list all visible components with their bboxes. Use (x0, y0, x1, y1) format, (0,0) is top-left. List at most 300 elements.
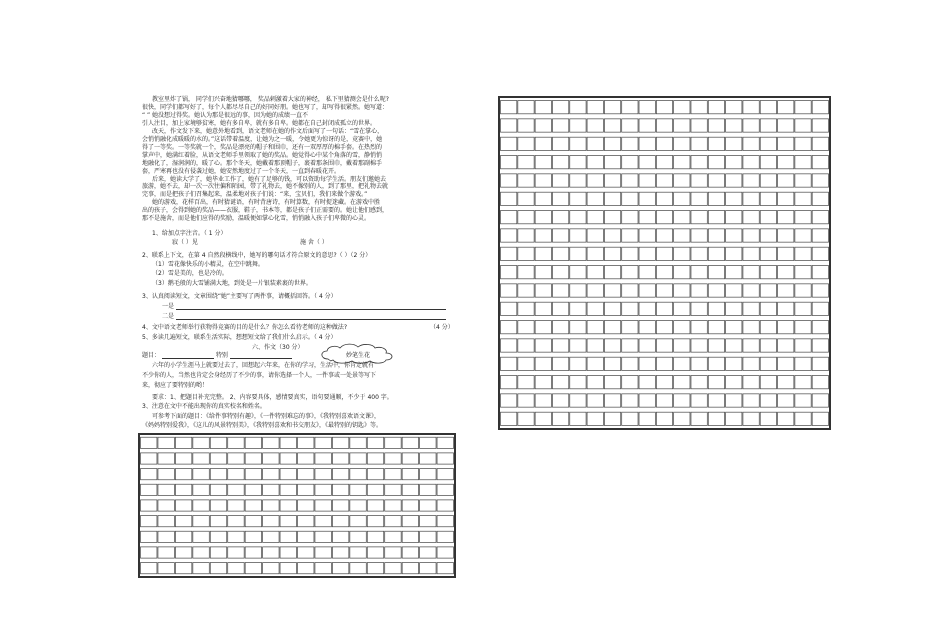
grid-cell[interactable] (263, 563, 279, 574)
grid-cell[interactable] (622, 119, 638, 132)
grid-cell[interactable] (760, 412, 776, 425)
writing-grid-left[interactable] (138, 433, 456, 578)
grid-cell[interactable] (245, 516, 261, 527)
grid-cell[interactable] (245, 484, 261, 495)
grid-cell[interactable] (315, 484, 331, 495)
grid-cell[interactable] (622, 137, 638, 150)
grid-cell[interactable] (552, 101, 568, 114)
grid-cell[interactable] (743, 119, 759, 132)
grid-cell[interactable] (604, 101, 620, 114)
grid-cell[interactable] (175, 547, 191, 558)
grid-cell[interactable] (518, 302, 534, 315)
grid-cell[interactable] (420, 453, 436, 464)
grid-cell[interactable] (674, 211, 690, 224)
grid-cell[interactable] (141, 469, 157, 480)
grid-cell[interactable] (280, 531, 296, 542)
grid-cell[interactable] (795, 321, 811, 334)
grid-cell[interactable] (158, 453, 174, 464)
grid-cell[interactable] (587, 266, 603, 279)
grid-cell[interactable] (402, 563, 418, 574)
grid-cell[interactable] (518, 412, 534, 425)
grid-cell[interactable] (332, 500, 348, 511)
grid-cell[interactable] (639, 321, 655, 334)
grid-cell[interactable] (639, 412, 655, 425)
grid-cell[interactable] (193, 531, 209, 542)
grid-cell[interactable] (743, 302, 759, 315)
grid-cell[interactable] (587, 137, 603, 150)
grid-cell[interactable] (141, 547, 157, 558)
grid-cell[interactable] (778, 247, 794, 260)
grid-cell[interactable] (691, 339, 707, 352)
grid-cell[interactable] (778, 339, 794, 352)
grid-cell[interactable] (332, 437, 348, 448)
grid-cell[interactable] (298, 500, 314, 511)
grid-cell[interactable] (795, 247, 811, 260)
grid-cell[interactable] (726, 211, 742, 224)
grid-cell[interactable] (587, 119, 603, 132)
grid-cell[interactable] (402, 516, 418, 527)
grid-cell[interactable] (367, 531, 383, 542)
grid-cell[interactable] (639, 357, 655, 370)
grid-cell[interactable] (812, 247, 828, 260)
grid-cell[interactable] (420, 547, 436, 558)
grid-cell[interactable] (726, 376, 742, 389)
grid-cell[interactable] (552, 137, 568, 150)
grid-cell[interactable] (656, 321, 672, 334)
grid-cell[interactable] (691, 247, 707, 260)
grid-cell[interactable] (587, 339, 603, 352)
grid-cell[interactable] (778, 284, 794, 297)
grid-cell[interactable] (622, 302, 638, 315)
grid-cell[interactable] (708, 119, 724, 132)
grid-cell[interactable] (743, 266, 759, 279)
grid-cell[interactable] (570, 192, 586, 205)
grid-cell[interactable] (587, 302, 603, 315)
grid-cell[interactable] (587, 247, 603, 260)
answer-line[interactable] (176, 319, 446, 320)
grid-cell[interactable] (778, 376, 794, 389)
grid-cell[interactable] (587, 321, 603, 334)
grid-cell[interactable] (726, 302, 742, 315)
grid-cell[interactable] (656, 174, 672, 187)
grid-cell[interactable] (587, 357, 603, 370)
grid-cell[interactable] (501, 284, 517, 297)
grid-cell[interactable] (726, 192, 742, 205)
grid-cell[interactable] (228, 453, 244, 464)
grid-cell[interactable] (210, 531, 226, 542)
grid-cell[interactable] (778, 174, 794, 187)
grid-cell[interactable] (604, 174, 620, 187)
grid-cell[interactable] (622, 266, 638, 279)
grid-cell[interactable] (726, 357, 742, 370)
grid-cell[interactable] (812, 229, 828, 242)
grid-cell[interactable] (760, 339, 776, 352)
grid-cell[interactable] (402, 547, 418, 558)
grid-cell[interactable] (420, 484, 436, 495)
grid-cell[interactable] (743, 156, 759, 169)
grid-cell[interactable] (795, 192, 811, 205)
grid-cell[interactable] (604, 156, 620, 169)
grid-cell[interactable] (501, 266, 517, 279)
grid-cell[interactable] (604, 321, 620, 334)
grid-cell[interactable] (691, 101, 707, 114)
grid-cell[interactable] (298, 547, 314, 558)
grid-cell[interactable] (778, 266, 794, 279)
grid-cell[interactable] (245, 531, 261, 542)
grid-cell[interactable] (795, 412, 811, 425)
grid-cell[interactable] (604, 229, 620, 242)
grid-cell[interactable] (760, 174, 776, 187)
grid-cell[interactable] (795, 119, 811, 132)
grid-cell[interactable] (708, 357, 724, 370)
grid-cell[interactable] (812, 119, 828, 132)
grid-cell[interactable] (691, 174, 707, 187)
grid-cell[interactable] (795, 302, 811, 315)
grid-cell[interactable] (760, 229, 776, 242)
grid-cell[interactable] (708, 394, 724, 407)
writing-grid-right[interactable] (498, 96, 831, 430)
grid-cell[interactable] (552, 119, 568, 132)
grid-cell[interactable] (639, 119, 655, 132)
grid-cell[interactable] (552, 357, 568, 370)
grid-cell[interactable] (760, 247, 776, 260)
grid-cell[interactable] (587, 211, 603, 224)
grid-cell[interactable] (812, 357, 828, 370)
grid-cell[interactable] (708, 412, 724, 425)
grid-cell[interactable] (385, 437, 401, 448)
grid-cell[interactable] (193, 547, 209, 558)
grid-cell[interactable] (639, 229, 655, 242)
grid-cell[interactable] (535, 156, 551, 169)
grid-cell[interactable] (812, 284, 828, 297)
grid-cell[interactable] (812, 266, 828, 279)
grid-cell[interactable] (228, 531, 244, 542)
grid-cell[interactable] (437, 531, 453, 542)
grid-cell[interactable] (726, 412, 742, 425)
grid-cell[interactable] (332, 453, 348, 464)
grid-cell[interactable] (639, 211, 655, 224)
grid-cell[interactable] (228, 437, 244, 448)
grid-cell[interactable] (708, 156, 724, 169)
grid-cell[interactable] (552, 229, 568, 242)
grid-cell[interactable] (639, 339, 655, 352)
grid-cell[interactable] (402, 484, 418, 495)
grid-cell[interactable] (726, 394, 742, 407)
grid-cell[interactable] (350, 516, 366, 527)
grid-cell[interactable] (437, 547, 453, 558)
grid-cell[interactable] (778, 412, 794, 425)
grid-cell[interactable] (141, 531, 157, 542)
grid-cell[interactable] (437, 469, 453, 480)
grid-cell[interactable] (332, 516, 348, 527)
grid-cell[interactable] (367, 500, 383, 511)
grid-cell[interactable] (691, 376, 707, 389)
grid-cell[interactable] (760, 302, 776, 315)
grid-cell[interactable] (315, 453, 331, 464)
grid-cell[interactable] (175, 563, 191, 574)
grid-cell[interactable] (726, 119, 742, 132)
grid-cell[interactable] (535, 266, 551, 279)
grid-cell[interactable] (795, 394, 811, 407)
grid-cell[interactable] (210, 484, 226, 495)
title-blank-2[interactable] (230, 358, 292, 359)
grid-cell[interactable] (141, 500, 157, 511)
grid-cell[interactable] (367, 437, 383, 448)
grid-cell[interactable] (552, 321, 568, 334)
grid-cell[interactable] (639, 394, 655, 407)
grid-cell[interactable] (501, 357, 517, 370)
grid-cell[interactable] (587, 192, 603, 205)
grid-cell[interactable] (501, 101, 517, 114)
grid-cell[interactable] (350, 547, 366, 558)
grid-cell[interactable] (385, 500, 401, 511)
grid-cell[interactable] (350, 500, 366, 511)
grid-cell[interactable] (552, 302, 568, 315)
title-blank[interactable] (162, 358, 214, 359)
grid-cell[interactable] (518, 357, 534, 370)
grid-cell[interactable] (656, 284, 672, 297)
grid-cell[interactable] (193, 484, 209, 495)
grid-cell[interactable] (656, 137, 672, 150)
grid-cell[interactable] (795, 339, 811, 352)
grid-cell[interactable] (604, 119, 620, 132)
grid-cell[interactable] (674, 284, 690, 297)
grid-cell[interactable] (587, 174, 603, 187)
grid-cell[interactable] (141, 453, 157, 464)
grid-cell[interactable] (518, 229, 534, 242)
grid-cell[interactable] (760, 266, 776, 279)
grid-cell[interactable] (552, 266, 568, 279)
grid-cell[interactable] (298, 437, 314, 448)
grid-cell[interactable] (385, 453, 401, 464)
grid-cell[interactable] (639, 247, 655, 260)
grid-cell[interactable] (570, 302, 586, 315)
grid-cell[interactable] (656, 247, 672, 260)
grid-cell[interactable] (570, 174, 586, 187)
grid-cell[interactable] (656, 192, 672, 205)
grid-cell[interactable] (420, 563, 436, 574)
grid-cell[interactable] (298, 531, 314, 542)
grid-cell[interactable] (367, 547, 383, 558)
grid-cell[interactable] (263, 516, 279, 527)
grid-cell[interactable] (812, 302, 828, 315)
grid-cell[interactable] (158, 500, 174, 511)
grid-cell[interactable] (778, 192, 794, 205)
grid-cell[interactable] (622, 284, 638, 297)
grid-cell[interactable] (760, 321, 776, 334)
grid-cell[interactable] (604, 339, 620, 352)
grid-cell[interactable] (812, 192, 828, 205)
grid-cell[interactable] (778, 211, 794, 224)
grid-cell[interactable] (570, 266, 586, 279)
grid-cell[interactable] (726, 101, 742, 114)
grid-cell[interactable] (743, 284, 759, 297)
grid-cell[interactable] (674, 101, 690, 114)
grid-cell[interactable] (367, 453, 383, 464)
grid-cell[interactable] (760, 284, 776, 297)
grid-cell[interactable] (175, 484, 191, 495)
grid-cell[interactable] (420, 516, 436, 527)
grid-cell[interactable] (263, 453, 279, 464)
grid-cell[interactable] (501, 192, 517, 205)
grid-cell[interactable] (656, 357, 672, 370)
grid-cell[interactable] (726, 247, 742, 260)
grid-cell[interactable] (708, 247, 724, 260)
grid-cell[interactable] (726, 137, 742, 150)
grid-cell[interactable] (228, 469, 244, 480)
grid-cell[interactable] (639, 284, 655, 297)
grid-cell[interactable] (420, 437, 436, 448)
grid-cell[interactable] (402, 437, 418, 448)
grid-cell[interactable] (518, 394, 534, 407)
grid-cell[interactable] (245, 469, 261, 480)
grid-cell[interactable] (587, 101, 603, 114)
grid-cell[interactable] (743, 247, 759, 260)
grid-cell[interactable] (535, 174, 551, 187)
grid-cell[interactable] (315, 516, 331, 527)
grid-cell[interactable] (656, 119, 672, 132)
grid-cell[interactable] (674, 357, 690, 370)
grid-cell[interactable] (778, 101, 794, 114)
grid-cell[interactable] (570, 412, 586, 425)
grid-cell[interactable] (402, 500, 418, 511)
grid-cell[interactable] (760, 156, 776, 169)
grid-cell[interactable] (812, 376, 828, 389)
grid-cell[interactable] (604, 266, 620, 279)
grid-cell[interactable] (726, 156, 742, 169)
grid-cell[interactable] (708, 284, 724, 297)
grid-cell[interactable] (778, 229, 794, 242)
grid-cell[interactable] (552, 192, 568, 205)
grid-cell[interactable] (501, 302, 517, 315)
grid-cell[interactable] (385, 563, 401, 574)
grid-cell[interactable] (656, 156, 672, 169)
grid-cell[interactable] (552, 339, 568, 352)
grid-cell[interactable] (812, 101, 828, 114)
grid-cell[interactable] (708, 321, 724, 334)
grid-cell[interactable] (587, 412, 603, 425)
grid-cell[interactable] (210, 453, 226, 464)
grid-cell[interactable] (367, 516, 383, 527)
grid-cell[interactable] (367, 469, 383, 480)
grid-cell[interactable] (210, 500, 226, 511)
grid-cell[interactable] (158, 469, 174, 480)
grid-cell[interactable] (518, 192, 534, 205)
grid-cell[interactable] (743, 174, 759, 187)
grid-cell[interactable] (518, 339, 534, 352)
grid-cell[interactable] (708, 137, 724, 150)
grid-cell[interactable] (280, 469, 296, 480)
grid-cell[interactable] (501, 119, 517, 132)
grid-cell[interactable] (501, 174, 517, 187)
grid-cell[interactable] (674, 394, 690, 407)
grid-cell[interactable] (210, 563, 226, 574)
grid-cell[interactable] (778, 321, 794, 334)
grid-cell[interactable] (570, 229, 586, 242)
grid-cell[interactable] (570, 247, 586, 260)
grid-cell[interactable] (245, 500, 261, 511)
grid-cell[interactable] (228, 484, 244, 495)
grid-cell[interactable] (332, 469, 348, 480)
grid-cell[interactable] (535, 119, 551, 132)
grid-cell[interactable] (674, 137, 690, 150)
grid-cell[interactable] (760, 376, 776, 389)
grid-cell[interactable] (158, 437, 174, 448)
grid-cell[interactable] (350, 437, 366, 448)
grid-cell[interactable] (656, 339, 672, 352)
grid-cell[interactable] (674, 119, 690, 132)
grid-cell[interactable] (501, 412, 517, 425)
grid-cell[interactable] (141, 563, 157, 574)
grid-cell[interactable] (622, 156, 638, 169)
grid-cell[interactable] (622, 229, 638, 242)
grid-cell[interactable] (350, 453, 366, 464)
grid-cell[interactable] (518, 119, 534, 132)
grid-cell[interactable] (639, 376, 655, 389)
grid-cell[interactable] (691, 119, 707, 132)
grid-cell[interactable] (726, 284, 742, 297)
grid-cell[interactable] (760, 357, 776, 370)
grid-cell[interactable] (552, 284, 568, 297)
grid-cell[interactable] (158, 563, 174, 574)
grid-cell[interactable] (622, 357, 638, 370)
grid-cell[interactable] (639, 156, 655, 169)
grid-cell[interactable] (743, 394, 759, 407)
grid-cell[interactable] (437, 437, 453, 448)
grid-cell[interactable] (674, 192, 690, 205)
grid-cell[interactable] (795, 229, 811, 242)
grid-cell[interactable] (812, 137, 828, 150)
grid-cell[interactable] (315, 531, 331, 542)
grid-cell[interactable] (708, 229, 724, 242)
grid-cell[interactable] (795, 156, 811, 169)
grid-cell[interactable] (570, 376, 586, 389)
grid-cell[interactable] (760, 101, 776, 114)
grid-cell[interactable] (691, 357, 707, 370)
grid-cell[interactable] (743, 137, 759, 150)
grid-cell[interactable] (639, 101, 655, 114)
grid-cell[interactable] (604, 211, 620, 224)
grid-cell[interactable] (622, 101, 638, 114)
grid-cell[interactable] (263, 484, 279, 495)
grid-cell[interactable] (587, 376, 603, 389)
grid-cell[interactable] (298, 563, 314, 574)
grid-cell[interactable] (656, 302, 672, 315)
grid-cell[interactable] (795, 284, 811, 297)
grid-cell[interactable] (535, 137, 551, 150)
grid-cell[interactable] (622, 339, 638, 352)
grid-cell[interactable] (501, 211, 517, 224)
grid-cell[interactable] (743, 357, 759, 370)
grid-cell[interactable] (193, 453, 209, 464)
grid-cell[interactable] (437, 516, 453, 527)
grid-cell[interactable] (245, 563, 261, 574)
grid-cell[interactable] (587, 284, 603, 297)
grid-cell[interactable] (570, 119, 586, 132)
grid-cell[interactable] (587, 229, 603, 242)
grid-cell[interactable] (622, 247, 638, 260)
grid-cell[interactable] (245, 453, 261, 464)
grid-cell[interactable] (535, 192, 551, 205)
grid-cell[interactable] (535, 229, 551, 242)
grid-cell[interactable] (691, 321, 707, 334)
grid-cell[interactable] (726, 174, 742, 187)
grid-cell[interactable] (795, 266, 811, 279)
grid-cell[interactable] (175, 469, 191, 480)
grid-cell[interactable] (743, 211, 759, 224)
grid-cell[interactable] (622, 174, 638, 187)
grid-cell[interactable] (691, 266, 707, 279)
